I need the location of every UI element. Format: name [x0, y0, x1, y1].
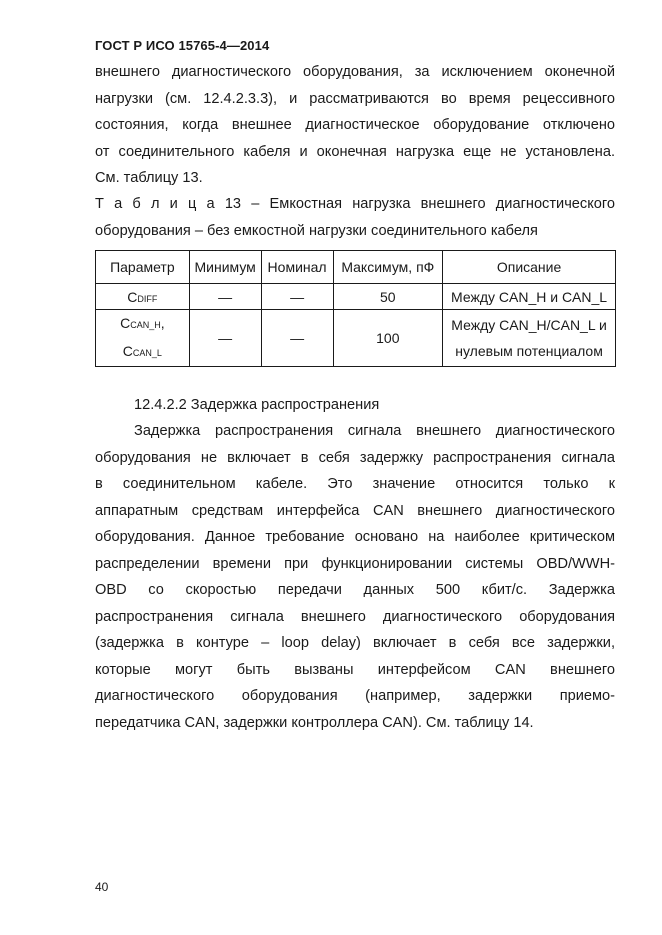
cell-description: Между CAN_H и CAN_L: [443, 284, 616, 310]
paragraph-line: состояния, когда внешнее диагностическое оборудование отключено: [95, 117, 615, 133]
cell-nominal: —: [261, 284, 333, 310]
paragraph-line: распространения сигнала внешнего диагностического оборудования: [95, 608, 615, 625]
cell-maximum: 50: [333, 284, 443, 310]
cell-description: Между CAN_H/CAN_L и нулевым потенциалом: [443, 310, 616, 367]
table-caption-line: [95, 191, 615, 218]
table-caption-title: – Емкостная нагрузка внешнего диагностического: [241, 196, 615, 212]
capacitance-table: [95, 250, 616, 367]
section-heading: 12.4.2.2 Задержка распространения: [134, 397, 380, 413]
paragraph-line: в соединительном кабеле. Это значение относится только к: [95, 476, 615, 492]
paragraph-line: передатчика CAN, задержки контроллера CAN). См. таблицу 14.: [95, 714, 534, 731]
cell-minimum: —: [189, 284, 261, 310]
paragraph-line: внешнего диагностического оборудования, за исключением оконечной: [95, 64, 615, 80]
table-row: [96, 284, 616, 310]
paragraph-line: оборудования не включает в себя задержку распространения сигнала: [95, 449, 615, 466]
cell-parameter: CDIFF: [96, 284, 190, 310]
table-caption: [95, 191, 615, 244]
paragraph-line: нагрузки (см. 12.4.2.3.3), и рассматриваются во время рецессивного: [95, 90, 615, 107]
cell-nominal: —: [261, 310, 333, 367]
paragraph-line: аппаратным средствам интерфейса CAN внешнего диагностического: [95, 502, 615, 519]
paragraph-line: См. таблицу 13.: [95, 170, 203, 186]
paragraph-line: оборудования. Данное требование основано на наиболее критическом: [95, 529, 615, 545]
paragraph-line: которые могут быть вызваны интерфейсом CAN внешнего: [95, 661, 615, 678]
paragraph-line: диагностического оборудования (например, задержки приемо-: [95, 688, 615, 704]
table-header-row: [96, 251, 616, 284]
paragraph-line: OBD со скоростью передачи данных 500 кбит/с. Задержка: [95, 582, 615, 598]
paragraph-propagation-delay: [95, 418, 615, 736]
paragraph-line: (задержка в контуре – loop delay) включает в себя все задержки,: [95, 635, 615, 651]
paragraph-line: от соединительного кабеля и оконечная нагрузка еще не установлена.: [95, 143, 615, 160]
cell-maximum: 100: [333, 310, 443, 367]
column-header-maximum: Максимум, пФ: [333, 251, 443, 284]
column-header-minimum: Минимум: [189, 251, 261, 284]
table-caption-line: оборудования – без емкостной нагрузки соединительного кабеля: [95, 222, 538, 239]
column-header-description: Описание: [443, 251, 616, 284]
cell-parameter: CCAN_H, CCAN_L: [96, 310, 190, 367]
table-row: [96, 310, 616, 367]
paragraph-line: Задержка распространения сигнала внешнего диагностического: [134, 423, 615, 439]
column-header-parameter: Параметр: [96, 251, 190, 284]
document-header: ГОСТ Р ИСО 15765-4—2014: [95, 38, 270, 53]
paragraph-line: распределении времени при функционировании системы OBD/WWH-: [95, 555, 615, 572]
cell-minimum: —: [189, 310, 261, 367]
paragraph-intro: [95, 59, 615, 192]
page-number: 40: [95, 880, 109, 894]
table-caption-label: Т а б л и ц а 13: [95, 196, 242, 212]
column-header-nominal: Номинал: [261, 251, 333, 284]
